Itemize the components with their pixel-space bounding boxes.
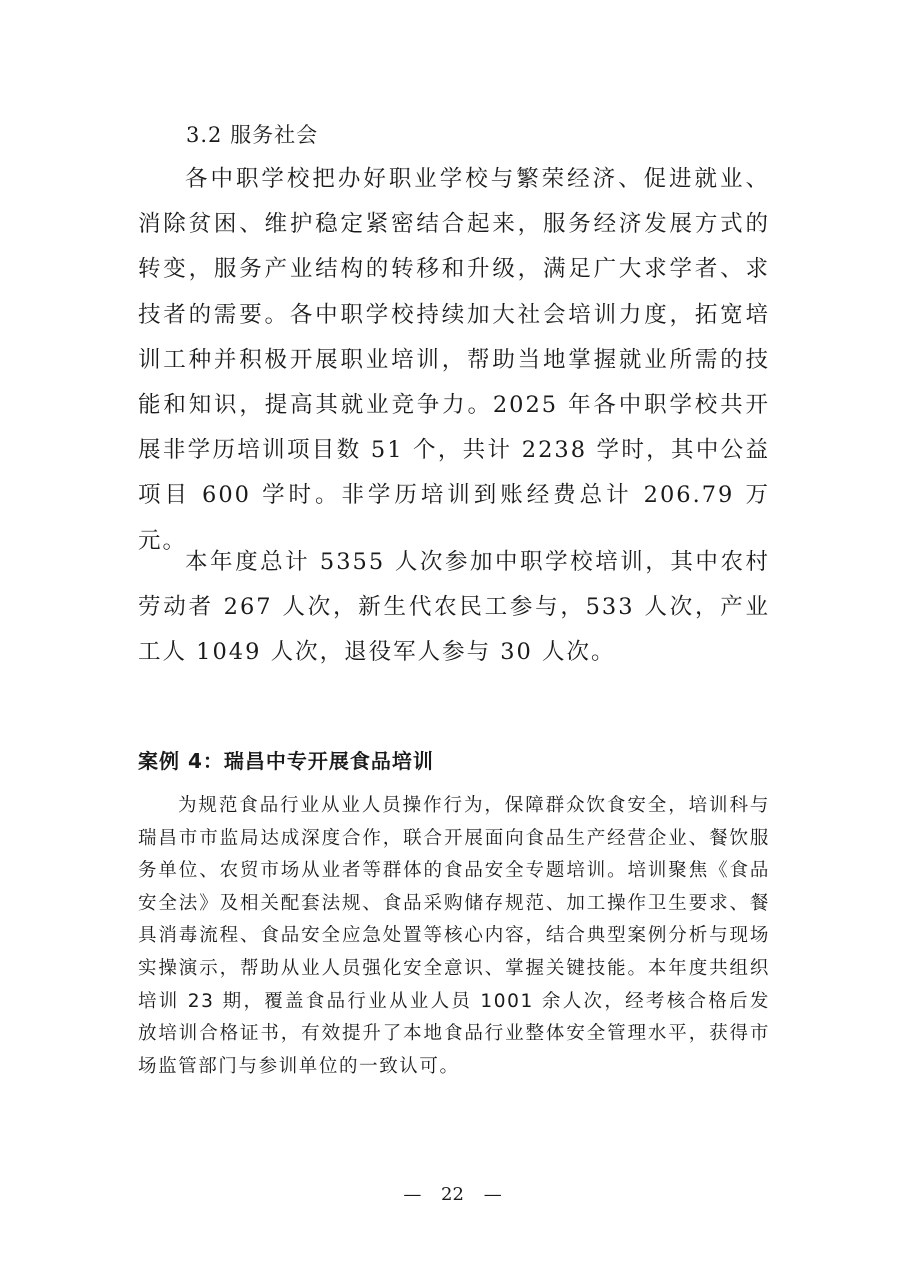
page-footer [0, 1183, 905, 1207]
section-paragraph-1: 各中职学校把办好职业学校与繁荣经济、促进就业、消除贫困、维护稳定紧密结合起来，服务经济发展方式的转变，服务产业结构的转移和升级，满足广大求学者、求技者的需要。各中职学校持续加大社会培训力度，拓宽培训工种并积极开展职业培训，帮助当地掌握就业所需的技能和知识，提高其就业竞争力。2025 年各中职学校共开展非学历培训项目数 51 个，共计 2238 学时，其中公益项目 600 学时。非学历培训到账经费总计 206.79 万元。 [138, 166, 770, 554]
section-paragraph-2: 本年度总计 5355 人次参加中职学校培训，其中农村劳动者 267 人次，新生代农民工参与，533 人次，产业工人 1049 人次，退役军人参与 30 人次。 [138, 549, 770, 666]
page-number: 22 [441, 1184, 464, 1205]
case-title: 案例 4：瑞昌中专开展食品培训 [138, 749, 434, 773]
section-heading: 3.2 服务社会 [186, 123, 319, 147]
footer-dash-right: — [483, 1184, 502, 1205]
case-paragraph: 为规范食品行业从业人员操作行为，保障群众饮食安全，培训科与瑞昌市市监局达成深度合作，联合开展面向食品生产经营企业、餐饮服务单位、农贸市场从业者等群体的食品安全专题培训。培训聚焦《食品安全法》及相关配套法规、食品采购储存规范、加工操作卫生要求、餐具消毒流程、食品安全应急处置等核心内容，结合典型案例分析与现场实操演示，帮助从业人员强化安全意识、掌握关键技能。本年度共组织培训 23 期，覆盖食品行业从业人员 1001 余人次，经考核合格后发放培训合格证书，有效提升了本地食品行业整体安全管理水平，获得市场监管部门与参训单位的一致认可。 [138, 795, 770, 1077]
footer-dash-left: — [403, 1184, 422, 1205]
